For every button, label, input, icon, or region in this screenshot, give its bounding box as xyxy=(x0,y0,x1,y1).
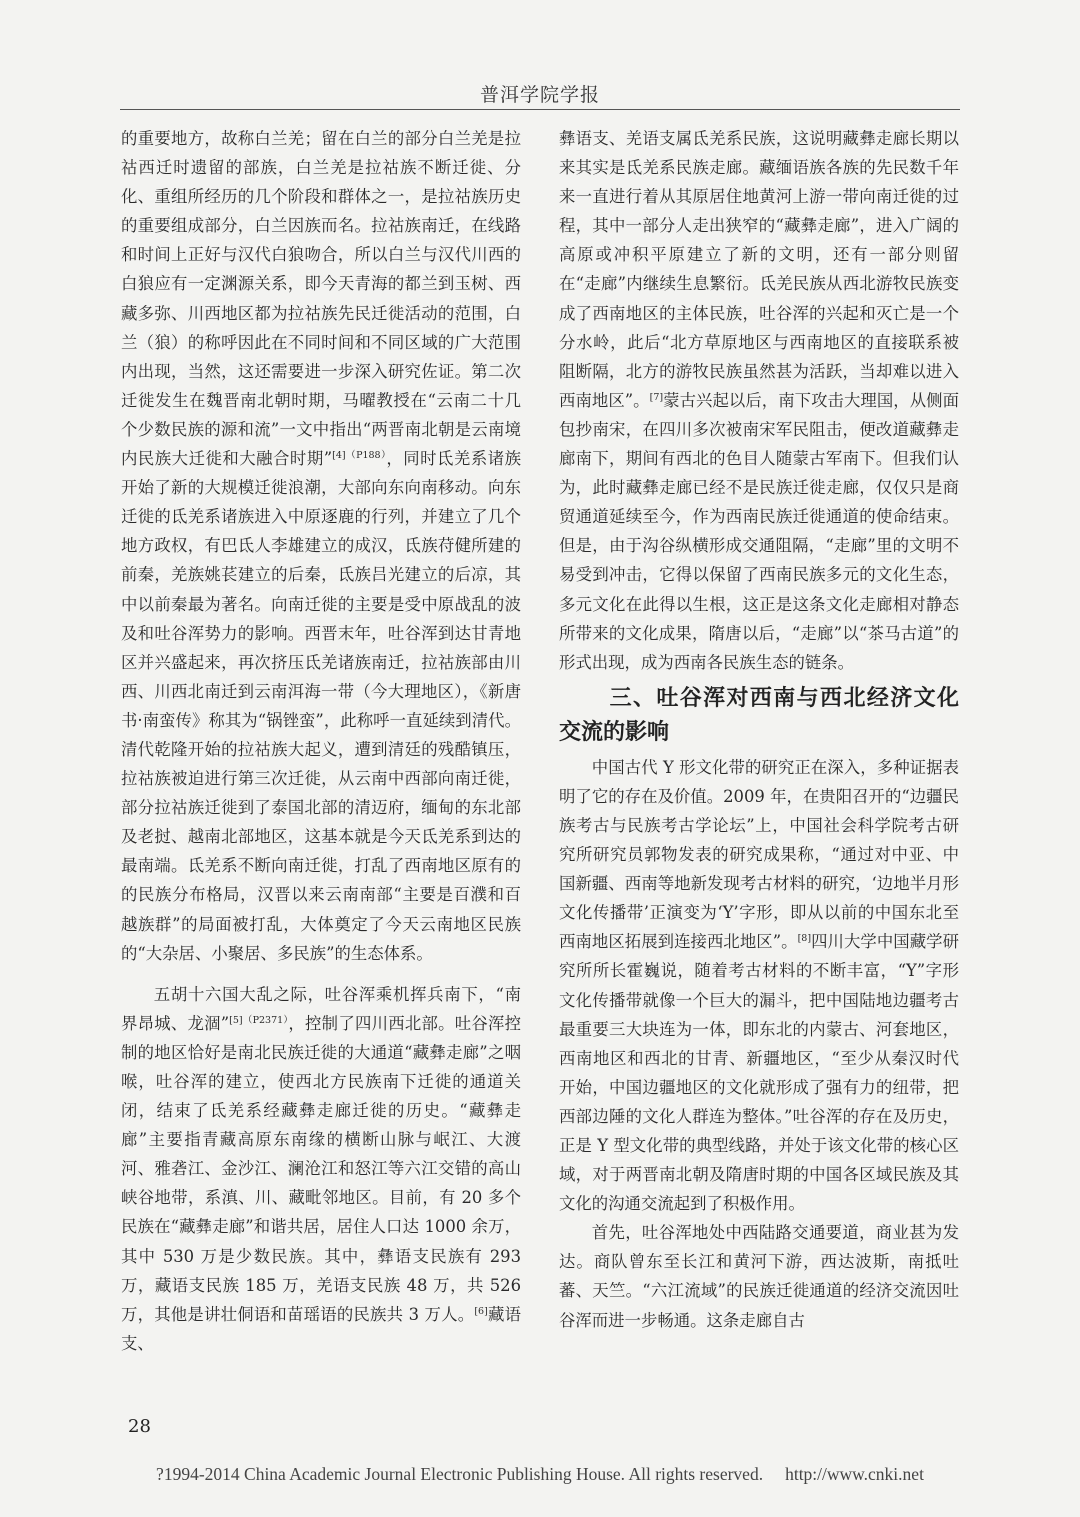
body-paragraph xyxy=(559,124,959,677)
body-paragraph xyxy=(121,980,521,1358)
paragraph-text: ，控制了四川西北部。吐谷浑控制的地区恰好是南北民族迁徙的大通道“藏彝走廊”之咽喉，吐谷浑的建立，使西北方民族南下迁徙的通道关闭，结束了氐羌系经藏彝走廊迁徙的历史。“藏彝走廊”主要指青藏高原东南缘的横断山脉与岷江、大渡河、雅砻江、金沙江、澜沧江和怒江等六江交错的高山峡谷地带，系滇、川、藏毗邻地区。目前，有 20 多个民族在“藏彝走廊”和谐共居，居住人口达 1000 余万，其中 530 万是少数民族。其中，彝语支民族有 293 万，藏语支民族 185 万，羌语支民族 48 万，共 526 万，其他是讲壮侗语和苗瑶语的民族共 3 万人。 xyxy=(121,1013,522,1324)
paragraph-text: 的重要地方，故称白兰羌；留在白兰的部分白兰羌是拉祜西迁时遗留的部族，白兰羌是拉祜族不断迁徙、分化、重组所经历的几个阶段和群体之一，是拉祜族历史的重要组成部分，白兰因族而名。拉祜族南迁，在线路和时间上正好与汉代白狼吻合，所以白兰与汉代川西的白狼应有一定渊源关系，即今天青海的都兰到玉树、西藏多弥、川西地区都为拉祜族先民迁徙活动的范围，白兰（狼）的称呼因此在不同时间和不同区域的广大范围内出现，当然，这还需要进一步深入研究佐证。第二次迁徙发生在魏晋南北朝时期，马曜教授在“云南二十几个少数民族的源和流”一文中指出“两晋南北朝是云南境内民族大迁徙和大融合时期” xyxy=(121,129,521,469)
paragraph-text: ，同时氐羌系诸族开始了新的大规模迁徙浪潮，大部向东向南移动。向东迁徙的氐羌系诸族进入中原逐鹿的行列，并建立了几个地方政权，有巴氐人李雄建立的成汉，氐族苻健所建的前秦，羌族姚苌建立的后秦，氐族吕光建立的后凉，其中以前秦最为著名。向南迁徙的主要是受中原战乱的波及和吐谷浑势力的影响。西晋末年，吐谷浑到达甘青地区并兴盛起来，再次挤压氐羌诸族南迁，拉祜族部由川西、川西北南迁到云南洱海一带（今大理地区），《新唐书·南蛮传》称其为“锅锉蛮”，此称呼一直延续到清代。清代乾隆开始的拉祜族大起义，遭到清廷的残酷镇压，拉祜族被迫进行第三次迁徙，从云南中西部向南迁徙，部分拉祜族迁徙到了泰国北部的清迈府，缅甸的东北部及老挝、越南北部地区，这基本就是今天氐羌系到达的最南端。氐羌系不断向南迁徙，打乱了西南地区原有的的民族分布格局，汉晋以来云南南部“主要是百濮和百越族群”的局面被打乱，大体奠定了今天云南地区民族的“大杂居、小聚居、多民族”的生态体系。 xyxy=(121,449,522,963)
right-column xyxy=(559,124,959,1335)
page-number: 28 xyxy=(128,1416,151,1437)
body-paragraph xyxy=(559,753,959,1219)
paragraph-text: 彝语支、羌语支属氐羌系民族，这说明藏彝走廊长期以来其实是氐羌系民族走廊。藏缅语族各族的先民数千年来一直进行着从其原居住地黄河上游一带向南迁徙的过程，其中一部分人走出狭窄的“藏彝走廊”，进入广阔的高原或冲积平原建立了新的文明，还有一部分则留在“走廊”内继续生息繁衍。氐羌民族从西北游牧民族变成了西南地区的主体民族，吐谷浑的兴起和灭亡是一个分水岭，此后“北方草原地区与西南地区的直接联系被阻断隔，北方的游牧民族虽然甚为活跃，当却难以进入西南地区”。 xyxy=(559,129,959,410)
cnki-url: http://www.cnki.net xyxy=(785,1464,924,1484)
paragraph-text: 四川大学中国藏学研究所所长霍巍说，随着考古材料的不断丰富，“Y”字形文化传播带就像一个巨大的漏斗，把中国陆地边疆考古最重要三大块连为一体，即东北的内蒙古、河套地区，西南地区和西北的甘青、新疆地区，“至少从秦汉时代开始，中国边疆地区的文化就形成了强有力的纽带，把西部边陲的文化人群连为整体。”吐谷浑的存在及历史，正是 Y 型文化带的典型线路，并处于该文化带的核心区域，对于两晋南北朝及隋唐时期的中国各区域民族及其文化的沟通交流起到了积极作用。 xyxy=(559,932,959,1214)
header-rule xyxy=(120,109,960,110)
citation-ref: [4]（P188） xyxy=(332,450,387,462)
paragraph-text: 首先，吐谷浑地处中西陆路交通要道，商业甚为发达。商队曾东至长江和黄河下游，西达波斯，南抵吐蕃、天竺。“六江流域”的民族迁徙通道的经济交流因吐谷浑而进一步畅通。这条走廊自古 xyxy=(559,1223,959,1330)
paragraph-text: 五胡十六国大乱之际，吐谷浑乘机挥兵南下，“南界昂城、龙涸” xyxy=(121,984,521,1033)
citation-ref: [8] xyxy=(797,933,812,945)
paragraph-text: 蒙古兴起以后，南下攻击大理国，从侧面包抄南宋，在四川多次被南宋军民阻击，便改道藏彝走廊南下，期间有西北的色目人随蒙古军南下。但我们认为，此时藏彝走廊已经不是民族迁徙走廊，仅仅只是商贸通道延续至今，作为西南民族迁徙通道的使命结束。但是，由于沟谷纵横形成交通阻隔，“走廊”里的文明不易受到冲击，它得以保留了西南民族多元的文化生态，多元文化在此得以生根，这正是这条文化走廊相对静态所带来的文化成果，隋唐以后，“走廊”以“茶马古道”的形式出现，成为西南各民族生态的链条。 xyxy=(559,390,959,672)
section-heading: 三、吐谷浑对西南与西北经济文化交流的影响 xyxy=(559,684,959,745)
citation-ref: [6] xyxy=(474,1305,488,1317)
paragraph-text: 中国古代 Y 形文化带的研究正在深入，多种证据表明了它的存在及价值。2009 年，在贵阳召开的“边疆民族考古与民族考古学论坛”上，中国社会科学院考古研究所研究员郭物发表的研究成果称，“通过对中亚、中国新疆、西南等地新发现考古材料的研究，‘边地半月形文化传播带’正演变为‘Y’字形，即从以前的中国东北至西南地区拓展到连接西北地区”。 xyxy=(559,757,959,952)
paragraph-text: 藏语支、 xyxy=(121,1304,522,1353)
citation-ref: [7] xyxy=(649,391,664,403)
body-paragraph xyxy=(559,1218,959,1334)
citation-ref: [5]（P2371） xyxy=(229,1014,289,1026)
running-head-journal-title: 普洱学院学报 xyxy=(479,84,600,106)
copyright-line xyxy=(0,1464,1080,1485)
copyright-text: ?1994-2014 China Academic Journal Electronic Publishing House. All rights reserved. xyxy=(156,1464,764,1484)
left-column xyxy=(121,124,521,1358)
body-paragraph xyxy=(121,124,521,968)
